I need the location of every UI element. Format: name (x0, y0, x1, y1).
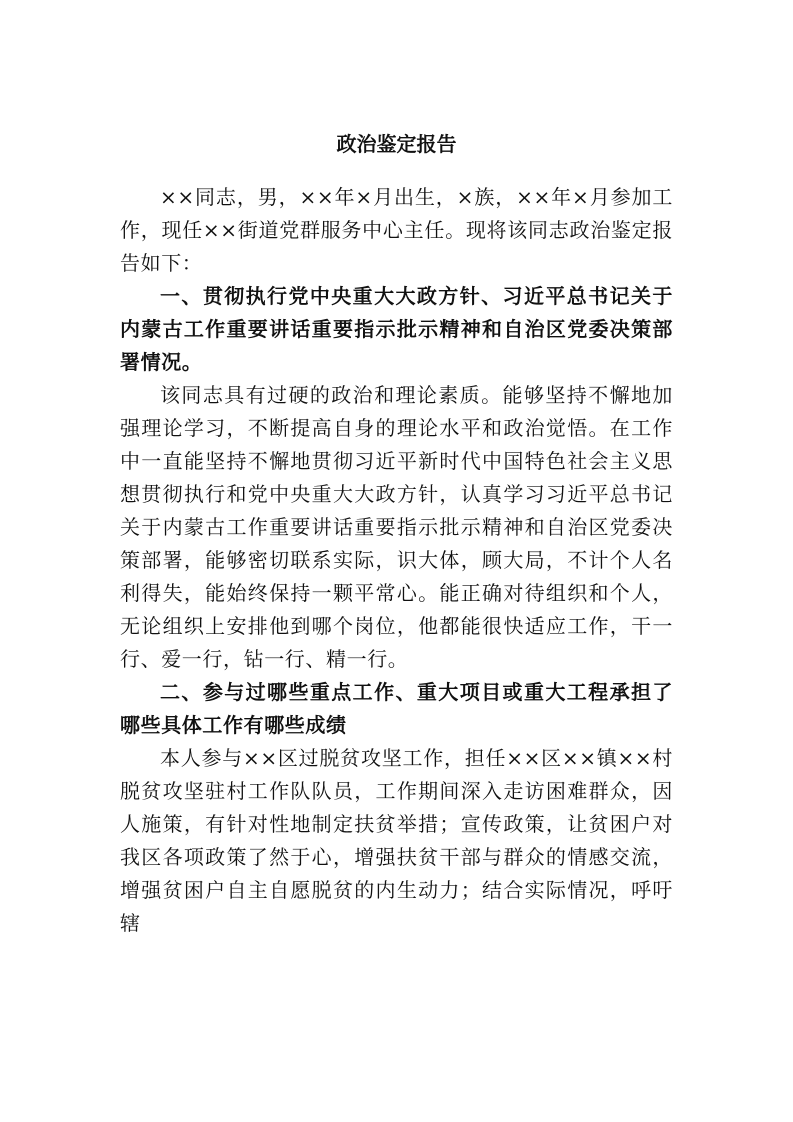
document-page (120, 128, 673, 940)
section-1-heading: 一、贯彻执行党中央重大大政方针、习近平总书记关于内蒙古工作重要讲话重要指示批示精神和自治区党委决策部署情况。 (120, 284, 673, 374)
intro-paragraph: ××同志，男，××年×月出生，×族，××年×月参加工作，现任××街道党群服务中心主任。现将该同志政治鉴定报告如下： (120, 185, 673, 275)
section-2-body: 本人参与××区过脱贫攻坚工作，担任××区××镇××村脱贫攻坚驻村工作队队员，工作期间深入走访困难群众，因人施策，有针对性地制定扶贫举措；宣传政策，让贫困户对我区各项政策了然于心，增强扶贫干部与群众的情感交流，增强贫困户自主自愿脱贫的内生动力；结合实际情况，呼吁辖 (120, 746, 673, 935)
document-title: 政治鉴定报告 (336, 132, 457, 156)
section-1-body: 该同志具有过硬的政治和理论素质。能够坚持不懈地加强理论学习，不断提高自身的理论水平和政治觉悟。在工作中一直能坚持不懈地贯彻习近平新时代中国特色社会主义思想贯彻执行和党中央重大大政方针，认真学习习近平总书记关于内蒙古工作重要讲话重要指示批示精神和自治区党委决策部署，能够密切联系实际，识大体，顾大局，不计个人名利得失，能始终保持一颗平常心。能正确对待组织和个人，无论组织上安排他到哪个岗位，他都能很快适应工作，干一行、爱一行，钻一行、精一行。 (120, 383, 673, 671)
section-2-heading: 二、参与过哪些重点工作、重大项目或重大工程承担了哪些具体工作有哪些成绩 (120, 680, 673, 737)
